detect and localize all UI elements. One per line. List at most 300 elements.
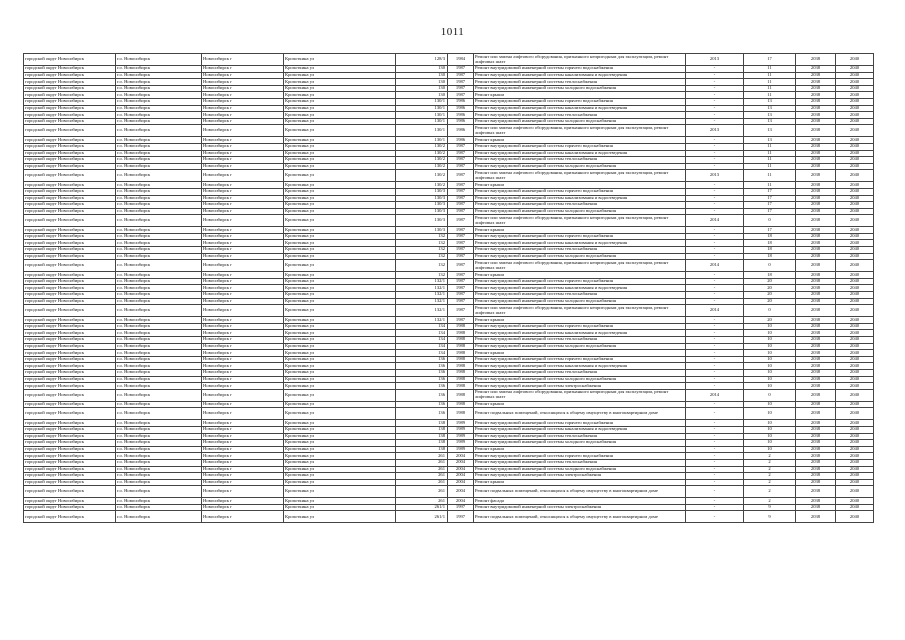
work-type-cell: Ремонт внутридомовой инженерной системы горячего водоснабжения xyxy=(474,420,686,427)
municipality-cell: г.о. Новосибирск xyxy=(116,202,202,209)
work-type-cell: Ремонт внутридомовой инженерной системы электроснабжения xyxy=(474,504,686,511)
street-cell: Кропоткина ул xyxy=(284,253,396,260)
house-number-cell: 261 xyxy=(396,453,448,460)
municipal-district-cell: городской округ Новосибирск xyxy=(24,498,116,505)
work-type-cell: Ремонт внутридомовой инженерной системы холодного водоснабжения xyxy=(474,163,686,170)
start-year-cell: 2038 xyxy=(796,420,836,427)
house-number-cell: 130/3 xyxy=(396,208,448,215)
table-row xyxy=(24,253,874,260)
table-row xyxy=(24,233,874,240)
wear-value-cell: 0 xyxy=(744,215,796,227)
municipality-cell: г.о. Новосибирск xyxy=(116,170,202,182)
municipality-cell: г.о. Новосибирск xyxy=(116,401,202,408)
municipality-cell: г.о. Новосибирск xyxy=(116,92,202,99)
wear-value-cell: 11 xyxy=(744,66,796,73)
wear-value-cell: 2 xyxy=(744,459,796,466)
plan-year-cell: - xyxy=(686,383,744,390)
table-row xyxy=(24,170,874,182)
municipal-district-cell: городской округ Новосибирск xyxy=(24,459,116,466)
wear-value-cell: 20 xyxy=(744,278,796,285)
table-row xyxy=(24,98,874,105)
start-year-cell: 2038 xyxy=(796,376,836,383)
municipal-district-cell: городской округ Новосибирск xyxy=(24,317,116,324)
build-year-cell: 1987 xyxy=(448,305,474,317)
plan-year-cell: - xyxy=(686,473,744,480)
municipal-district-cell: городской округ Новосибирск xyxy=(24,247,116,254)
wear-value-cell: 11 xyxy=(744,182,796,189)
street-cell: Кропоткина ул xyxy=(284,54,396,66)
municipal-district-cell: городской округ Новосибирск xyxy=(24,298,116,305)
table-row xyxy=(24,202,874,209)
work-type-cell: Ремонт или замена лифтового оборудования, признанного непригодным для эксплуатации, ремонт лифтовых шахт xyxy=(474,125,686,137)
start-year-cell: 2038 xyxy=(796,227,836,234)
start-year-cell: 2038 xyxy=(796,486,836,498)
settlement-cell: Новосибирск г xyxy=(202,150,284,157)
plan-year-cell: - xyxy=(686,118,744,125)
settlement-cell: Новосибирск г xyxy=(202,79,284,86)
table-row xyxy=(24,66,874,73)
settlement-cell: Новосибирск г xyxy=(202,486,284,498)
settlement-cell: Новосибирск г xyxy=(202,240,284,247)
plan-year-cell: - xyxy=(686,92,744,99)
municipal-district-cell: городской округ Новосибирск xyxy=(24,233,116,240)
plan-year-cell: - xyxy=(686,247,744,254)
work-type-cell: Ремонт или замена лифтового оборудования, признанного непригодным для эксплуатации, ремонт лифтовых шахт xyxy=(474,389,686,401)
work-type-cell: Ремонт внутридомовой инженерной системы теплоснабжения xyxy=(474,459,686,466)
street-cell: Кропоткина ул xyxy=(284,466,396,473)
plan-year-cell: - xyxy=(686,105,744,112)
table-row xyxy=(24,350,874,357)
settlement-cell: Новосибирск г xyxy=(202,383,284,390)
municipal-district-cell: городской округ Новосибирск xyxy=(24,278,116,285)
end-year-cell: 2040 xyxy=(836,118,874,125)
work-type-cell: Ремонт внутридомовой инженерной системы канализования и водоотведения xyxy=(474,105,686,112)
work-type-cell: Ремонт внутридомовой инженерной системы электроснабжения xyxy=(474,473,686,480)
build-year-cell: 1987 xyxy=(448,253,474,260)
start-year-cell: 2038 xyxy=(796,383,836,390)
municipality-cell: г.о. Новосибирск xyxy=(116,337,202,344)
house-number-cell: 130/1 xyxy=(396,118,448,125)
table-row xyxy=(24,143,874,150)
municipality-cell: г.о. Новосибирск xyxy=(116,137,202,144)
build-year-cell: 1986 xyxy=(448,137,474,144)
plan-year-cell: 2013 xyxy=(686,54,744,66)
end-year-cell: 2040 xyxy=(836,98,874,105)
municipality-cell: г.о. Новосибирск xyxy=(116,85,202,92)
build-year-cell: 1987 xyxy=(448,202,474,209)
end-year-cell: 2040 xyxy=(836,272,874,279)
work-type-cell: Ремонт внутридомовой инженерной системы электроснабжения xyxy=(474,383,686,390)
house-number-cell: 130/3 xyxy=(396,188,448,195)
table-row xyxy=(24,343,874,350)
wear-value-cell: 10 xyxy=(744,323,796,330)
wear-value-cell: 13 xyxy=(744,125,796,137)
start-year-cell: 2038 xyxy=(796,356,836,363)
street-cell: Кропоткина ул xyxy=(284,202,396,209)
end-year-cell: 2040 xyxy=(836,420,874,427)
build-year-cell: 1988 xyxy=(448,383,474,390)
end-year-cell: 2040 xyxy=(836,433,874,440)
municipal-district-cell: городской округ Новосибирск xyxy=(24,420,116,427)
house-number-cell: 130/3 xyxy=(396,227,448,234)
wear-value-cell: 10 xyxy=(744,350,796,357)
municipality-cell: г.о. Новосибирск xyxy=(116,459,202,466)
municipality-cell: г.о. Новосибирск xyxy=(116,233,202,240)
house-number-cell: 130 xyxy=(396,92,448,99)
work-type-cell: Ремонт крыши xyxy=(474,92,686,99)
house-number-cell: 130 xyxy=(396,72,448,79)
plan-year-cell: - xyxy=(686,486,744,498)
end-year-cell: 2040 xyxy=(836,383,874,390)
street-cell: Кропоткина ул xyxy=(284,66,396,73)
work-type-cell: Ремонт подвальных помещений, относящихся к общему имуществу в многоквартирном доме xyxy=(474,511,686,523)
work-type-cell: Ремонт крыши xyxy=(474,272,686,279)
wear-value-cell: 2 xyxy=(744,473,796,480)
work-type-cell: Ремонт внутридомовой инженерной системы канализования и водоотведения xyxy=(474,330,686,337)
municipal-district-cell: городской округ Новосибирск xyxy=(24,272,116,279)
municipality-cell: г.о. Новосибирск xyxy=(116,118,202,125)
build-year-cell: 1986 xyxy=(448,98,474,105)
street-cell: Кропоткина ул xyxy=(284,369,396,376)
settlement-cell: Новосибирск г xyxy=(202,453,284,460)
municipality-cell: г.о. Новосибирск xyxy=(116,473,202,480)
plan-year-cell: - xyxy=(686,376,744,383)
plan-year-cell: - xyxy=(686,363,744,370)
start-year-cell: 2038 xyxy=(796,285,836,292)
work-type-cell: Ремонт внутридомовой инженерной системы холодного водоснабжения xyxy=(474,118,686,125)
settlement-cell: Новосибирск г xyxy=(202,479,284,486)
municipal-district-cell: городской округ Новосибирск xyxy=(24,350,116,357)
end-year-cell: 2040 xyxy=(836,253,874,260)
wear-value-cell: 10 xyxy=(744,337,796,344)
start-year-cell: 2038 xyxy=(796,208,836,215)
table-row xyxy=(24,182,874,189)
municipality-cell: г.о. Новосибирск xyxy=(116,317,202,324)
municipal-district-cell: городской округ Новосибирск xyxy=(24,285,116,292)
street-cell: Кропоткина ул xyxy=(284,363,396,370)
build-year-cell: 1988 xyxy=(448,343,474,350)
build-year-cell: 1988 xyxy=(448,356,474,363)
end-year-cell: 2040 xyxy=(836,466,874,473)
start-year-cell: 2038 xyxy=(796,292,836,299)
municipal-district-cell: городской округ Новосибирск xyxy=(24,511,116,523)
build-year-cell: 1987 xyxy=(448,79,474,86)
street-cell: Кропоткина ул xyxy=(284,511,396,523)
build-year-cell: 2004 xyxy=(448,486,474,498)
end-year-cell: 2040 xyxy=(836,453,874,460)
house-number-cell: 261 xyxy=(396,486,448,498)
house-number-cell: 134 xyxy=(396,330,448,337)
street-cell: Кропоткина ул xyxy=(284,433,396,440)
municipal-district-cell: городской округ Новосибирск xyxy=(24,446,116,453)
municipal-district-cell: городской округ Новосибирск xyxy=(24,486,116,498)
house-number-cell: 138 xyxy=(396,420,448,427)
start-year-cell: 2038 xyxy=(796,459,836,466)
work-type-cell: Ремонт внутридомовой инженерной системы теплоснабжения xyxy=(474,337,686,344)
settlement-cell: Новосибирск г xyxy=(202,389,284,401)
work-type-cell: Ремонт крыши xyxy=(474,401,686,408)
build-year-cell: 1987 xyxy=(448,240,474,247)
plan-year-cell: 2014 xyxy=(686,305,744,317)
settlement-cell: Новосибирск г xyxy=(202,376,284,383)
municipality-cell: г.о. Новосибирск xyxy=(116,298,202,305)
end-year-cell: 2040 xyxy=(836,337,874,344)
end-year-cell: 2040 xyxy=(836,446,874,453)
start-year-cell: 2038 xyxy=(796,137,836,144)
municipality-cell: г.о. Новосибирск xyxy=(116,292,202,299)
work-type-cell: Ремонт или замена лифтового оборудования, признанного непригодным для эксплуатации, ремонт лифтовых шахт xyxy=(474,260,686,272)
start-year-cell: 2038 xyxy=(796,350,836,357)
start-year-cell: 2038 xyxy=(796,188,836,195)
plan-year-cell: 2014 xyxy=(686,389,744,401)
plan-year-cell: - xyxy=(686,292,744,299)
house-number-cell: 136 xyxy=(396,408,448,420)
settlement-cell: Новосибирск г xyxy=(202,215,284,227)
plan-year-cell: - xyxy=(686,79,744,86)
municipal-district-cell: городской округ Новосибирск xyxy=(24,408,116,420)
municipal-district-cell: городской округ Новосибирск xyxy=(24,292,116,299)
municipality-cell: г.о. Новосибирск xyxy=(116,426,202,433)
end-year-cell: 2040 xyxy=(836,486,874,498)
settlement-cell: Новосибирск г xyxy=(202,356,284,363)
table-row xyxy=(24,118,874,125)
wear-value-cell: 11 xyxy=(744,150,796,157)
build-year-cell: 1987 xyxy=(448,157,474,164)
settlement-cell: Новосибирск г xyxy=(202,170,284,182)
house-number-cell: 261 xyxy=(396,473,448,480)
table-row xyxy=(24,112,874,119)
street-cell: Кропоткина ул xyxy=(284,498,396,505)
municipality-cell: г.о. Новосибирск xyxy=(116,343,202,350)
start-year-cell: 2038 xyxy=(796,202,836,209)
start-year-cell: 2038 xyxy=(796,343,836,350)
settlement-cell: Новосибирск г xyxy=(202,233,284,240)
start-year-cell: 2038 xyxy=(796,323,836,330)
settlement-cell: Новосибирск г xyxy=(202,247,284,254)
start-year-cell: 2038 xyxy=(796,105,836,112)
wear-value-cell: 0 xyxy=(744,305,796,317)
build-year-cell: 1987 xyxy=(448,72,474,79)
municipal-district-cell: городской округ Новосибирск xyxy=(24,72,116,79)
municipal-district-cell: городской округ Новосибирск xyxy=(24,163,116,170)
settlement-cell: Новосибирск г xyxy=(202,98,284,105)
table-row xyxy=(24,272,874,279)
wear-value-cell: 20 xyxy=(744,298,796,305)
municipal-district-cell: городской округ Новосибирск xyxy=(24,188,116,195)
house-number-cell: 130/2 xyxy=(396,163,448,170)
table-row xyxy=(24,466,874,473)
start-year-cell: 2038 xyxy=(796,182,836,189)
house-number-cell: 130/1 xyxy=(396,98,448,105)
street-cell: Кропоткина ул xyxy=(284,208,396,215)
table-row xyxy=(24,376,874,383)
settlement-cell: Новосибирск г xyxy=(202,157,284,164)
street-cell: Кропоткина ул xyxy=(284,112,396,119)
end-year-cell: 2040 xyxy=(836,125,874,137)
plan-year-cell: - xyxy=(686,408,744,420)
end-year-cell: 2040 xyxy=(836,202,874,209)
end-year-cell: 2040 xyxy=(836,233,874,240)
plan-year-cell: 2013 xyxy=(686,125,744,137)
municipality-cell: г.о. Новосибирск xyxy=(116,112,202,119)
municipal-district-cell: городской округ Новосибирск xyxy=(24,118,116,125)
start-year-cell: 2038 xyxy=(796,272,836,279)
settlement-cell: Новосибирск г xyxy=(202,54,284,66)
settlement-cell: Новосибирск г xyxy=(202,323,284,330)
street-cell: Кропоткина ул xyxy=(284,272,396,279)
street-cell: Кропоткина ул xyxy=(284,233,396,240)
municipal-district-cell: городской округ Новосибирск xyxy=(24,240,116,247)
plan-year-cell: - xyxy=(686,498,744,505)
house-number-cell: 134 xyxy=(396,337,448,344)
wear-value-cell: 13 xyxy=(744,98,796,105)
plan-year-cell: - xyxy=(686,72,744,79)
wear-value-cell: 11 xyxy=(744,72,796,79)
start-year-cell: 2038 xyxy=(796,473,836,480)
municipal-district-cell: городской округ Новосибирск xyxy=(24,66,116,73)
end-year-cell: 2040 xyxy=(836,227,874,234)
plan-year-cell: - xyxy=(686,157,744,164)
table-row xyxy=(24,285,874,292)
build-year-cell: 1989 xyxy=(448,426,474,433)
end-year-cell: 2040 xyxy=(836,72,874,79)
build-year-cell: 2004 xyxy=(448,473,474,480)
municipal-district-cell: городской округ Новосибирск xyxy=(24,466,116,473)
municipality-cell: г.о. Новосибирск xyxy=(116,188,202,195)
house-number-cell: 261/1 xyxy=(396,504,448,511)
street-cell: Кропоткина ул xyxy=(284,479,396,486)
municipal-district-cell: городской округ Новосибирск xyxy=(24,389,116,401)
work-type-cell: Ремонт внутридомовой инженерной системы теплоснабжения xyxy=(474,369,686,376)
house-number-cell: 130/2 xyxy=(396,157,448,164)
plan-year-cell: - xyxy=(686,208,744,215)
municipality-cell: г.о. Новосибирск xyxy=(116,253,202,260)
house-number-cell: 132 xyxy=(396,272,448,279)
plan-year-cell: - xyxy=(686,356,744,363)
municipal-district-cell: городской округ Новосибирск xyxy=(24,227,116,234)
work-type-cell: Ремонт внутридомовой инженерной системы канализования и водоотведения xyxy=(474,363,686,370)
street-cell: Кропоткина ул xyxy=(284,408,396,420)
municipality-cell: г.о. Новосибирск xyxy=(116,79,202,86)
build-year-cell: 1988 xyxy=(448,369,474,376)
wear-value-cell: 11 xyxy=(744,157,796,164)
municipality-cell: г.о. Новосибирск xyxy=(116,466,202,473)
table-row xyxy=(24,363,874,370)
end-year-cell: 2040 xyxy=(836,92,874,99)
wear-value-cell: 9 xyxy=(744,504,796,511)
start-year-cell: 2038 xyxy=(796,498,836,505)
municipality-cell: г.о. Новосибирск xyxy=(116,383,202,390)
municipality-cell: г.о. Новосибирск xyxy=(116,330,202,337)
table-row xyxy=(24,292,874,299)
end-year-cell: 2040 xyxy=(836,240,874,247)
end-year-cell: 2040 xyxy=(836,105,874,112)
table-row xyxy=(24,389,874,401)
municipal-district-cell: городской округ Новосибирск xyxy=(24,433,116,440)
settlement-cell: Новосибирск г xyxy=(202,188,284,195)
street-cell: Кропоткина ул xyxy=(284,453,396,460)
municipality-cell: г.о. Новосибирск xyxy=(116,247,202,254)
wear-value-cell: 18 xyxy=(744,272,796,279)
municipality-cell: г.о. Новосибирск xyxy=(116,260,202,272)
settlement-cell: Новосибирск г xyxy=(202,143,284,150)
end-year-cell: 2040 xyxy=(836,389,874,401)
house-number-cell: 130/1 xyxy=(396,125,448,137)
house-number-cell: 130/1 xyxy=(396,112,448,119)
settlement-cell: Новосибирск г xyxy=(202,446,284,453)
table-row xyxy=(24,227,874,234)
wear-value-cell: 11 xyxy=(744,79,796,86)
municipality-cell: г.о. Новосибирск xyxy=(116,195,202,202)
house-number-cell: 130/3 xyxy=(396,195,448,202)
municipality-cell: г.о. Новосибирск xyxy=(116,227,202,234)
wear-value-cell: 18 xyxy=(744,247,796,254)
house-number-cell: 130/2 xyxy=(396,143,448,150)
house-number-cell: 132 xyxy=(396,260,448,272)
start-year-cell: 2038 xyxy=(796,278,836,285)
house-number-cell: 132/1 xyxy=(396,285,448,292)
street-cell: Кропоткина ул xyxy=(284,317,396,324)
table-row xyxy=(24,54,874,66)
house-number-cell: 136 xyxy=(396,369,448,376)
start-year-cell: 2038 xyxy=(796,240,836,247)
table-row xyxy=(24,317,874,324)
settlement-cell: Новосибирск г xyxy=(202,420,284,427)
start-year-cell: 2038 xyxy=(796,433,836,440)
settlement-cell: Новосибирск г xyxy=(202,260,284,272)
house-number-cell: 261 xyxy=(396,466,448,473)
municipality-cell: г.о. Новосибирск xyxy=(116,479,202,486)
house-number-cell: 136 xyxy=(396,383,448,390)
end-year-cell: 2040 xyxy=(836,208,874,215)
plan-year-cell: - xyxy=(686,227,744,234)
settlement-cell: Новосибирск г xyxy=(202,498,284,505)
wear-value-cell: 13 xyxy=(744,112,796,119)
table-row xyxy=(24,433,874,440)
municipality-cell: г.о. Новосибирск xyxy=(116,285,202,292)
wear-value-cell: 11 xyxy=(744,143,796,150)
wear-value-cell: 20 xyxy=(744,317,796,324)
work-type-cell: Ремонт внутридомовой инженерной системы горячего водоснабжения xyxy=(474,143,686,150)
settlement-cell: Новосибирск г xyxy=(202,202,284,209)
wear-value-cell: 17 xyxy=(744,208,796,215)
wear-value-cell: 20 xyxy=(744,292,796,299)
wear-value-cell: 13 xyxy=(744,137,796,144)
end-year-cell: 2040 xyxy=(836,170,874,182)
start-year-cell: 2038 xyxy=(796,195,836,202)
plan-year-cell: - xyxy=(686,420,744,427)
street-cell: Кропоткина ул xyxy=(284,240,396,247)
wear-value-cell: 0 xyxy=(744,389,796,401)
table-row xyxy=(24,137,874,144)
end-year-cell: 2040 xyxy=(836,350,874,357)
wear-value-cell: 11 xyxy=(744,92,796,99)
street-cell: Кропоткина ул xyxy=(284,215,396,227)
street-cell: Кропоткина ул xyxy=(284,85,396,92)
municipality-cell: г.о. Новосибирск xyxy=(116,72,202,79)
wear-value-cell: 10 xyxy=(744,426,796,433)
wear-value-cell: 13 xyxy=(744,105,796,112)
street-cell: Кропоткина ул xyxy=(284,105,396,112)
house-number-cell: 136 xyxy=(396,356,448,363)
plan-year-cell: - xyxy=(686,426,744,433)
house-number-cell: 130 xyxy=(396,66,448,73)
municipal-district-cell: городской округ Новосибирск xyxy=(24,150,116,157)
municipal-district-cell: городской округ Новосибирск xyxy=(24,215,116,227)
build-year-cell: 1988 xyxy=(448,408,474,420)
municipality-cell: г.о. Новосибирск xyxy=(116,363,202,370)
work-type-cell: Ремонт внутридомовой инженерной системы теплоснабжения xyxy=(474,433,686,440)
